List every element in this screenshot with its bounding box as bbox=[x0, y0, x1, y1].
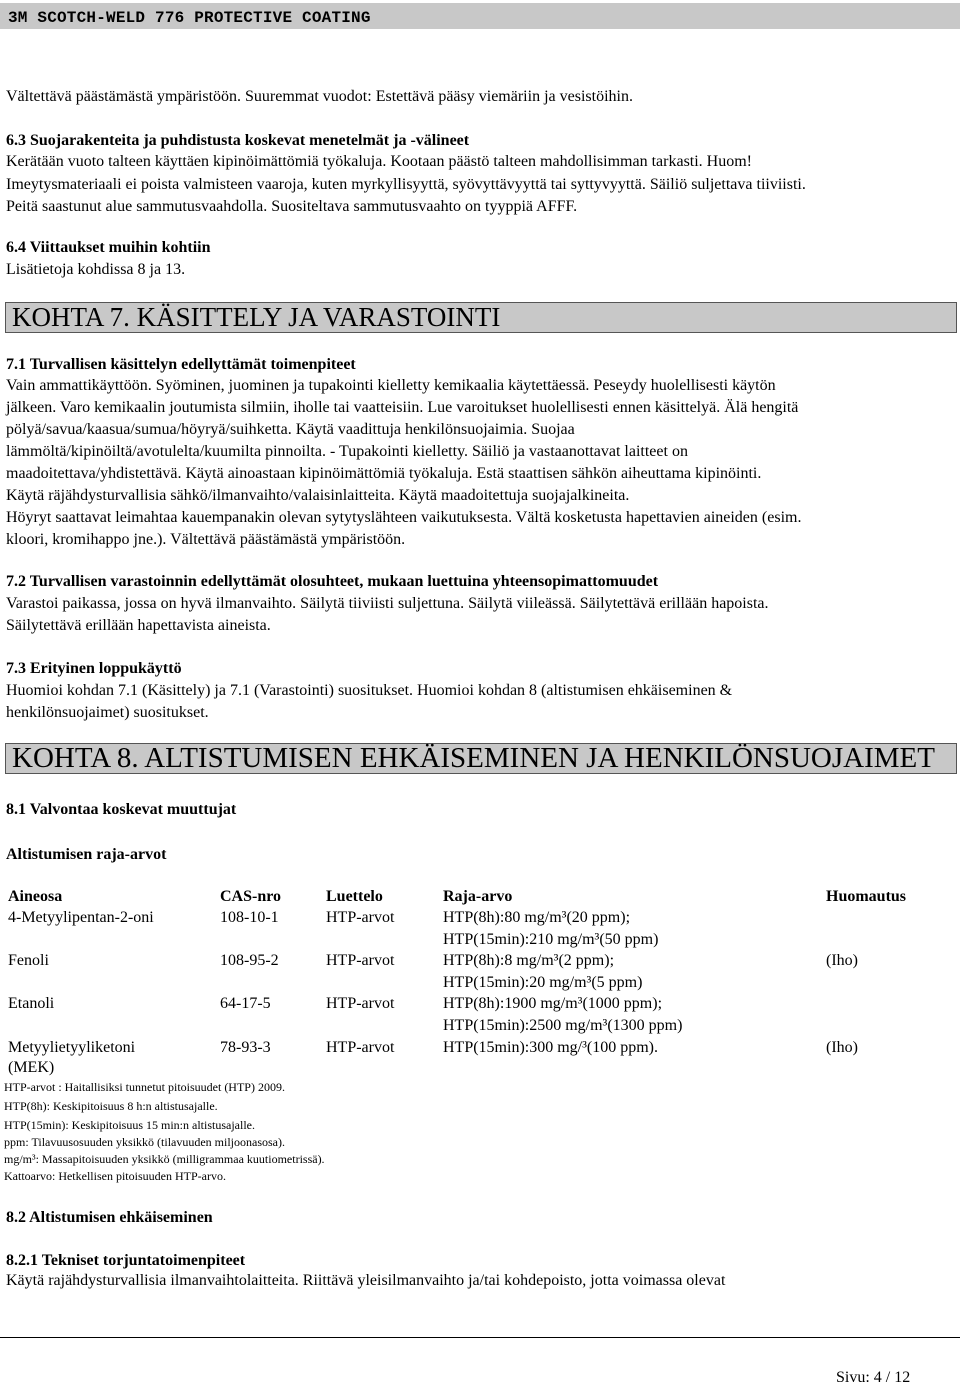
column-header-cas: CAS-nro bbox=[220, 888, 282, 905]
heading-7-1: 7.1 Turvallisen käsittelyn edellyttämät toimenpiteet bbox=[6, 356, 356, 373]
paragraph-7-1-line-3: pölyä/savua/kaasua/sumua/höyryä/suihketta. Käytä vaadittuja henkilönsuojaimia. Suojaa bbox=[6, 421, 575, 438]
heading-8-2: 8.2 Altistumisen ehkäiseminen bbox=[6, 1209, 213, 1226]
heading-8-2-1: 8.2.1 Tekniset torjuntatoimenpiteet bbox=[6, 1252, 246, 1269]
footer-divider bbox=[0, 1337, 960, 1338]
paragraph-7-2-line-1: Varastoi paikassa, jossa on hyvä ilmanvaihto. Säilytä tiiviisti suljettuna. Säilytä viileässä. Säilytettävä erillään hapoista. bbox=[6, 595, 769, 612]
cell-raja-arvo-line-2: HTP(15min):20 mg/m³(5 ppm) bbox=[443, 974, 643, 991]
cell-luettelo: HTP-arvot bbox=[326, 995, 395, 1012]
footnote: HTP(15min): Keskipitoisuus 15 min:n altistusajalle. bbox=[4, 1118, 255, 1132]
paragraph-6-3-line-3: Peitä saastunut alue sammutusvaahdolla. Suositeltava sammutusvaahto on tyyppiä AFFF. bbox=[6, 198, 578, 215]
cell-raja-arvo-line-1: HTP(15min):300 mg/³(100 ppm). bbox=[443, 1039, 659, 1056]
heading-7-2: 7.2 Turvallisen varastoinnin edellyttämät olosuhteet, mukaan luettuina yhteensopimattomuudet bbox=[6, 573, 659, 590]
paragraph-7-1-line-6: Käytä räjähdysturvallisia sähkö/ilmanvaihto/valaisinlaitteita. Käytä maadoitettuja suojajalkineita. bbox=[6, 487, 630, 504]
heading-6-3: 6.3 Suojarakenteita ja puhdistusta koskevat menetelmät ja -välineet bbox=[6, 132, 470, 149]
page-number: Sivu: 4 / 12 bbox=[836, 1369, 911, 1386]
paragraph-6-3-line-1: Kerätään vuoto talteen käyttäen kipinöimättömiä työkaluja. Kootaan päästö talteen mahdollisimman tarkasti. Huom! bbox=[6, 153, 753, 170]
column-header-huomautus: Huomautus bbox=[826, 888, 907, 905]
section-8-title: KOHTA 8. ALTISTUMISEN EHKÄISEMINEN JA HENKILÖNSUOJAIMET bbox=[12, 742, 935, 774]
heading-7-3: 7.3 Erityinen loppukäyttö bbox=[6, 660, 182, 677]
section-8-title-bar bbox=[5, 743, 957, 774]
cell-raja-arvo-line-1: HTP(8h):8 mg/m³(2 ppm); bbox=[443, 952, 615, 969]
footnote: mg/m³: Massapitoisuuden yksikkö (milligrammaa kuutiometrissä). bbox=[4, 1152, 325, 1166]
paragraph-7-1-line-1: Vain ammattikäyttöön. Syöminen, juominen ja tupakointi kielletty kemikaalia käytettäessä. Peseydy huolellisesti käytön bbox=[6, 377, 776, 394]
cell-luettelo: HTP-arvot bbox=[326, 909, 395, 926]
section-7-title-bar bbox=[5, 302, 957, 333]
limits-heading: Altistumisen raja-arvot bbox=[6, 846, 167, 863]
paragraph-7-2-line-2: Säilytettävä erillään hapettavista aineista. bbox=[6, 617, 271, 634]
cell-aineosa: Fenoli bbox=[8, 952, 49, 969]
cell-cas: 108-95-2 bbox=[220, 952, 279, 969]
paragraph-7-1-line-8: kloori, kromihappo jne.). Vältettävä päästämästä ympäristöön. bbox=[6, 531, 406, 548]
paragraph-8-2-1: Käytä rajähdysturvallisia ilmanvaihtolaitteita. Riittävä yleisilmanvaihto ja/tai kohdepoisto, jotta voimassa olevat bbox=[6, 1272, 726, 1289]
cell-raja-arvo-line-2: HTP(15min):210 mg/m³(50 ppm) bbox=[443, 931, 659, 948]
cell-raja-arvo-line-2: HTP(15min):2500 mg/m³(1300 ppm) bbox=[443, 1017, 683, 1034]
env-release-text: Vältettävä päästämästä ympäristöön. Suuremmat vuodot: Estettävä pääsy viemäriin ja vesistöihin. bbox=[6, 88, 633, 105]
paragraph-7-1-line-4: lämmöltä/kipinöiltä/avotulelta/kuumilta pinnoilta. - Tupakointi kielletty. Säiliö ja vastaanottavat laitteet on bbox=[6, 443, 688, 460]
paragraph-6-4: Lisätietoja kohdissa 8 ja 13. bbox=[6, 261, 186, 278]
cell-aineosa: Metyylietyyliketoni bbox=[8, 1039, 136, 1056]
paragraph-6-3-line-2: Imeytysmateriaali ei poista valmisteen vaaroja, kuten myrkyllisyyttä, syövyttävyyttä tai syttyvyyttä. Säiliö suljettava tiiviisti. bbox=[6, 176, 806, 193]
column-header-raja-arvo: Raja-arvo bbox=[443, 888, 513, 905]
cell-raja-arvo-line-1: HTP(8h):1900 mg/m³(1000 ppm); bbox=[443, 995, 663, 1012]
cell-cas: 78-93-3 bbox=[220, 1039, 271, 1056]
heading-6-4: 6.4 Viittaukset muihin kohtiin bbox=[6, 239, 211, 256]
footnote: Kattoarvo: Hetkellisen pitoisuuden HTP-arvo. bbox=[4, 1169, 226, 1183]
cell-cas: 108-10-1 bbox=[220, 909, 279, 926]
cell-huomautus: (Iho) bbox=[826, 1039, 858, 1056]
section-7-title: KOHTA 7. KÄSITTELY JA VARASTOINTI bbox=[12, 302, 501, 332]
heading-8-1: 8.1 Valvontaa koskevat muuttujat bbox=[6, 801, 237, 818]
paragraph-7-1-line-5: maadoitettava/yhdistettävä. Käytä ainoastaan kipinöimättömiä työkaluja. Estä staattisen sähkön aiheuttama kipinöinti. bbox=[6, 465, 762, 482]
footnote: ppm: Tilavuusosuuden yksikkö (tilavuuden miljoonasosa). bbox=[4, 1135, 285, 1149]
cell-luettelo: HTP-arvot bbox=[326, 952, 395, 969]
cell-luettelo: HTP-arvot bbox=[326, 1039, 395, 1056]
paragraph-7-3-line-2: henkilönsuojaimet) suositukset. bbox=[6, 704, 209, 721]
paragraph-7-1-line-7: Höyryt saattavat leimahtaa kauempanakin olevan sytytyslähteen vaikutuksesta. Vältä kosketusta hapettavien aineiden (esim. bbox=[6, 509, 802, 526]
footnote: HTP(8h): Keskipitoisuus 8 h:n altistusajalle. bbox=[4, 1099, 218, 1113]
column-header-luettelo: Luettelo bbox=[326, 888, 383, 905]
footnote: HTP-arvot : Haitallisiksi tunnetut pitoisuudet (HTP) 2009. bbox=[4, 1080, 285, 1094]
cell-aineosa: 4-Metyylipentan-2-oni bbox=[8, 909, 154, 926]
cell-huomautus: (Iho) bbox=[826, 952, 858, 969]
document-title: 3M SCOTCH-WELD 776 PROTECTIVE COATING bbox=[8, 9, 371, 27]
paragraph-7-3-line-1: Huomioi kohdan 7.1 (Käsittely) ja 7.1 (Varastointi) suositukset. Huomioi kohdan 8 (altistumisen ehkäiseminen & bbox=[6, 682, 733, 699]
cell-aineosa: Etanoli bbox=[8, 995, 55, 1012]
cell-aineosa-line-2: (MEK) bbox=[8, 1059, 55, 1076]
paragraph-7-1-line-2: jälkeen. Varo kemikaalin joutumista silmiin, iholle tai vaatteisiin. Lue varoitukset huolellisesti ennen käsittelyä. Älä hengitä bbox=[6, 399, 799, 416]
cell-raja-arvo-line-1: HTP(8h):80 mg/m³(20 ppm); bbox=[443, 909, 631, 926]
header-bar bbox=[0, 3, 960, 29]
column-header-aineosa: Aineosa bbox=[8, 888, 63, 905]
cell-cas: 64-17-5 bbox=[220, 995, 271, 1012]
